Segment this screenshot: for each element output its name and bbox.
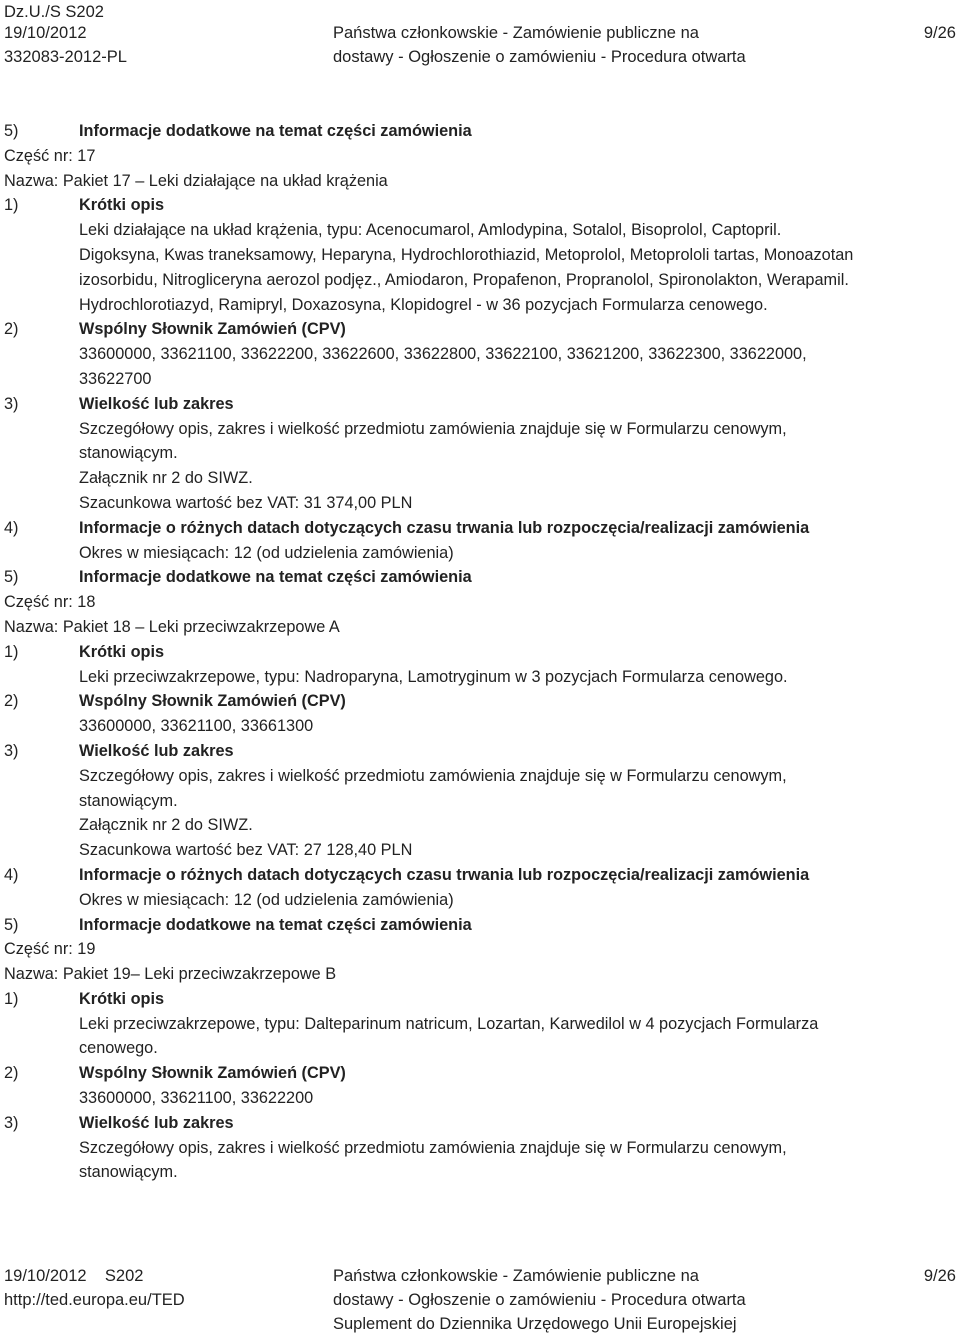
body-text: izosorbidu, Nitrogliceryna aerozol podjęz., Amiodaron, Propafenon, Propranolol, Spironolakton, Werapamil. [79,270,849,289]
body-line [0,813,960,838]
section-title: Informacje o różnych datach dotyczących czasu trwania lub rozpoczęcia/realizacji zamówienia [79,865,810,884]
body-text: 33622700 [79,369,152,388]
header-title-line-2: dostawy - Ogłoszenie o zamówieniu - Procedura otwarta [333,48,746,66]
section-title: Wspólny Słownik Zamówień (CPV) [79,320,346,339]
body-text: 33600000, 33621100, 33661300 [79,717,314,736]
part-label [0,169,960,194]
body-text: Leki przeciwzakrzepowe, typu: Dalteparinum natricum, Lozartan, Karwedilol w 4 pozycjach Formularza [79,1014,819,1033]
header-page-number: 9/26 [923,24,956,42]
body-text: Leki przeciwzakrzepowe, typu: Nadroparyna, Lamotryginum w 3 pozycjach Formularza cenowego. [79,667,788,686]
section-number: 3) [4,394,19,413]
body-text: Szacunkowa wartość bez VAT: 27 128,40 PLN [79,841,413,860]
section-title: Informacje dodatkowe na temat części zamówienia [79,568,472,587]
section-number: 2) [4,320,19,339]
section-title: Informacje dodatkowe na temat części zamówienia [79,122,472,140]
part-text: Część nr: 19 [4,940,96,959]
section-number: 5) [4,122,19,140]
body-line [0,218,960,243]
body-line [0,367,960,392]
section-number: 2) [4,692,19,711]
body-line [0,1136,960,1161]
section-heading [0,119,960,144]
body-line [0,1086,960,1111]
part-text: Część nr: 18 [4,593,96,612]
body-text: Szczegółowy opis, zakres i wielkość przedmiotu zamówienia znajduje się w Formularzu cenowym, [79,419,787,438]
section-number: 1) [4,196,19,215]
section-heading [0,689,960,714]
body-line [0,888,960,913]
section-heading [0,1111,960,1136]
document-body [0,119,960,1185]
body-line [0,466,960,491]
body-line [0,268,960,293]
section-heading [0,987,960,1012]
section-heading [0,739,960,764]
section-number: 5) [4,568,19,587]
section-title: Wspólny Słownik Zamówień (CPV) [79,692,346,711]
page-footer [0,1258,960,1333]
body-line [0,665,960,690]
body-text: Załącznik nr 2 do SIWZ. [79,469,253,488]
body-text: Leki działające na układ krążenia, typu: Acenocumarol, Amlodypina, Sotalol, Bisoprolol, Captopril. [79,221,782,240]
body-text: Szczegółowy opis, zakres i wielkość przedmiotu zamówienia znajduje się w Formularzu cenowym, [79,766,787,785]
section-number: 3) [4,1113,19,1132]
section-title: Wspólny Słownik Zamówień (CPV) [79,1064,346,1083]
body-line [0,243,960,268]
body-line [0,838,960,863]
part-label [0,590,960,615]
body-text: cenowego. [79,1039,158,1058]
part-text: Część nr: 17 [4,146,96,165]
section-number: 4) [4,518,19,537]
body-line [0,764,960,789]
section-title: Wielkość lub zakres [79,741,234,760]
notice-number: 332083-2012-PL [4,48,127,66]
part-text: Nazwa: Pakiet 19– Leki przeciwzakrzepowe B [4,965,337,984]
footer-title-line-2: dostawy - Ogłoszenie o zamówieniu - Procedura otwarta [333,1291,746,1309]
body-line [0,789,960,814]
body-line [0,1160,960,1185]
part-label [0,962,960,987]
body-line [0,441,960,466]
header-date: 19/10/2012 [4,24,87,42]
body-line [0,1036,960,1061]
body-line [0,293,960,318]
body-text: Digoksyna, Kwas traneksamowy, Heparyna, Hydrochlorothiazid, Metoprolol, Metoprololi tartas, Monoazotan [79,245,854,264]
body-line [0,541,960,566]
body-text: Załącznik nr 2 do SIWZ. [79,816,253,835]
section-title: Wielkość lub zakres [79,1113,234,1132]
section-title: Krótki opis [79,989,165,1008]
part-text: Nazwa: Pakiet 17 – Leki działające na układ krążenia [4,171,388,190]
header-title-line-1: Państwa członkowskie - Zamówienie publiczne na [333,24,699,42]
footer-date-issue: 19/10/2012 S202 [4,1267,144,1285]
section-number: 3) [4,741,19,760]
section-title: Wielkość lub zakres [79,394,234,413]
section-heading [0,1061,960,1086]
body-text: stanowiącym. [79,791,178,810]
section-number: 4) [4,865,19,884]
body-line [0,342,960,367]
footer-page-number: 9/26 [923,1267,956,1285]
footer-url-link[interactable]: http://ted.europa.eu/TED [4,1291,185,1309]
section-title: Krótki opis [79,196,165,215]
part-text: Nazwa: Pakiet 18 – Leki przeciwzakrzepowe A [4,617,340,636]
section-number: 5) [4,915,19,934]
section-heading [0,317,960,342]
section-heading [0,640,960,665]
footer-supplement: Suplement do Dziennika Urzędowego Unii Europejskiej [333,1315,737,1333]
body-line [0,714,960,739]
section-heading [0,565,960,590]
part-label [0,144,960,169]
section-heading [0,516,960,541]
footer-title-line-1: Państwa członkowskie - Zamówienie publiczne na [333,1267,699,1285]
body-text: Szczegółowy opis, zakres i wielkość przedmiotu zamówienia znajduje się w Formularzu cenowym, [79,1138,787,1157]
body-text: stanowiącym. [79,444,178,463]
journal-reference: Dz.U./S S202 [4,3,104,21]
body-text: Szacunkowa wartość bez VAT: 31 374,00 PLN [79,493,413,512]
part-label [0,615,960,640]
body-text: Okres w miesiącach: 12 (od udzielenia zamówienia) [79,543,454,562]
section-number: 1) [4,642,19,661]
body-line [0,1012,960,1037]
body-line [0,417,960,442]
section-number: 2) [4,1064,19,1083]
section-heading [0,863,960,888]
body-text: 33600000, 33621100, 33622200 [79,1089,314,1108]
section-heading [0,193,960,218]
section-number: 1) [4,989,19,1008]
section-title: Informacje dodatkowe na temat części zamówienia [79,915,472,934]
page-header [0,0,960,72]
section-heading [0,913,960,938]
section-title: Informacje o różnych datach dotyczących czasu trwania lub rozpoczęcia/realizacji zamówienia [79,518,810,537]
body-text: Hydrochlorotiazyd, Ramipryl, Doxazosyna, Klopidogrel - w 36 pozycjach Formularza cenowego. [79,295,768,314]
body-text: 33600000, 33621100, 33622200, 33622600, 33622800, 33622100, 33621200, 33622300, 33622000, [79,345,807,364]
body-text: stanowiącym. [79,1163,178,1182]
section-heading [0,392,960,417]
body-line [0,491,960,516]
body-text: Okres w miesiącach: 12 (od udzielenia zamówienia) [79,890,454,909]
section-title: Krótki opis [79,642,165,661]
part-label [0,937,960,962]
